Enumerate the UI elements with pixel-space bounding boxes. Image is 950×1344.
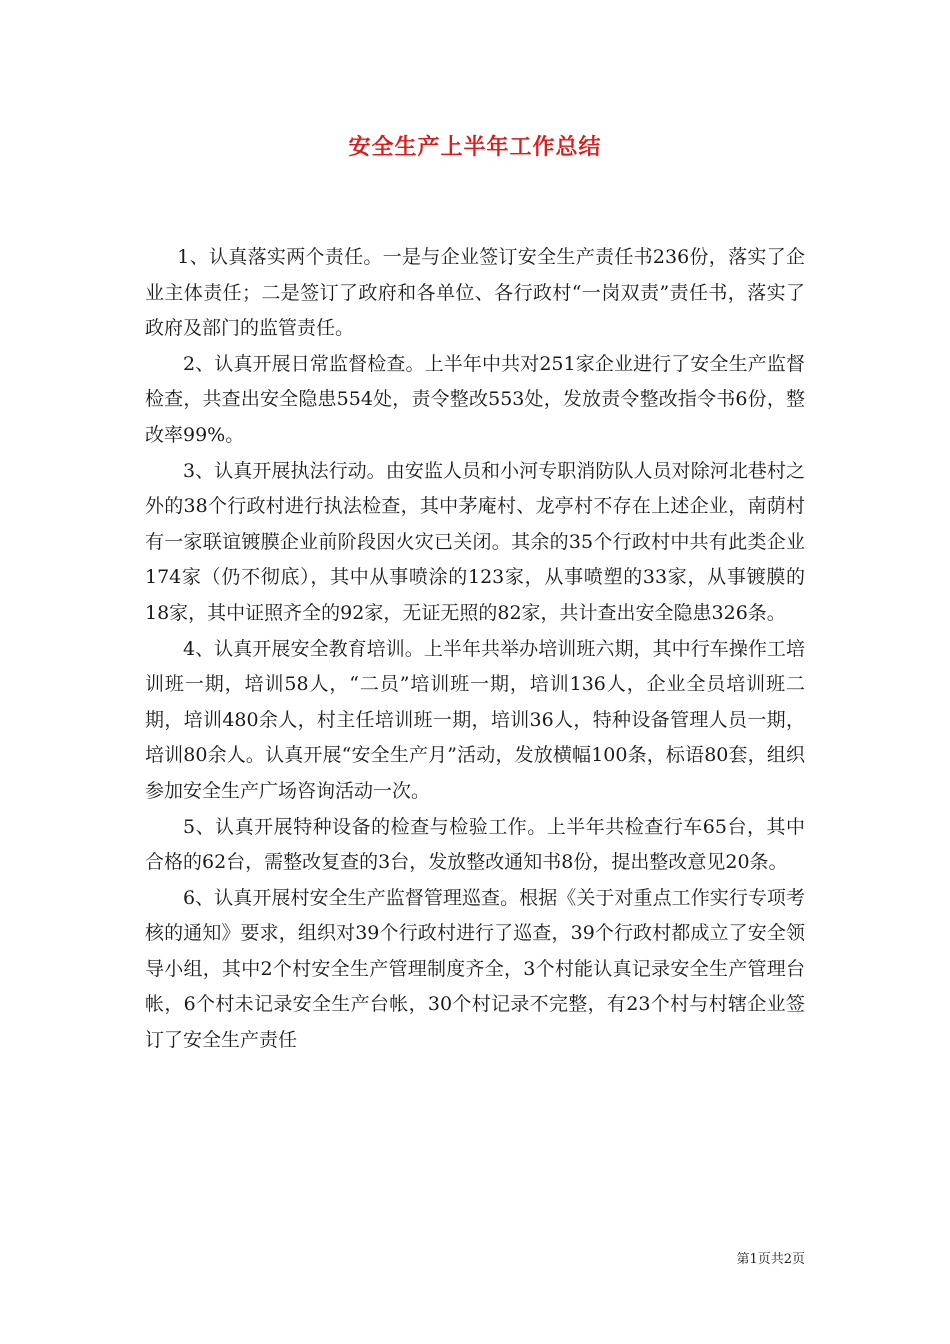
paragraph-1: 1、认真落实两个责任。一是与企业签订安全生产责任书236份，落实了企业主体责任；二是签订了政府和各单位、各行政村“一岗双责”责任书，落实了政府及部门的监管责任。 [145, 246, 805, 340]
paragraph-6: 6、认真开展村安全生产监督管理巡查。根据《关于对重点工作实行专项考核的通知》要求，组织对39个行政村进行了巡查，39个行政村都成立了安全领导小组，其中2个村安全生产管理制度齐全，3个村能认真记录安全生产管理台帐，6个村未记录安全生产台帐，30个村记录不完整，有23个村与村辖企业签订了安全生产责任 [145, 886, 805, 1052]
paragraph-2: 2、认真开展日常监督检查。上半年中共对251家企业进行了安全生产监督检查，共查出安全隐患554处，责令整改553处，发放责令整改指令书6份，整改率99%。 [145, 352, 805, 446]
paragraph-5: 5、认真开展特种设备的检查与检验工作。上半年共检查行车65台，其中合格的62台，需整改复查的3台，发放整改通知书8份，提出整改意见20条。 [145, 815, 805, 874]
page-indicator: 第1页共2页 [736, 1252, 805, 1267]
document-title: 安全生产上半年工作总结 [348, 135, 602, 160]
paragraph-3: 3、认真开展执法行动。由安监人员和小河专职消防队人员对除河北巷村之外的38个行政村进行执法检查，其中茅庵村、龙亭村不存在上述企业，南荫村有一家联谊镀膜企业前阶段因火灾已关闭。其余的35个行政村中共有此类企业174家（仍不彻底），其中从事喷涂的123家，从事喷塑的33家，从事镀膜的18家，其中证照齐全的92家，无证无照的82家，共计查出安全隐患326条。 [145, 459, 805, 624]
paragraph-4: 4、认真开展安全教育培训。上半年共举办培训班六期，其中行车操作工培训班一期，培训58人，“二员”培训班一期，培训136人，企业全员培训班二期，培训480余人，村主任培训班一期，培训36人，特种设备管理人员一期，培训80余人。认真开展“安全生产月”活动，发放横幅100条，标语80套，组织参加安全生产广场咨询活动一次。 [145, 637, 805, 802]
document-body [145, 240, 805, 1059]
